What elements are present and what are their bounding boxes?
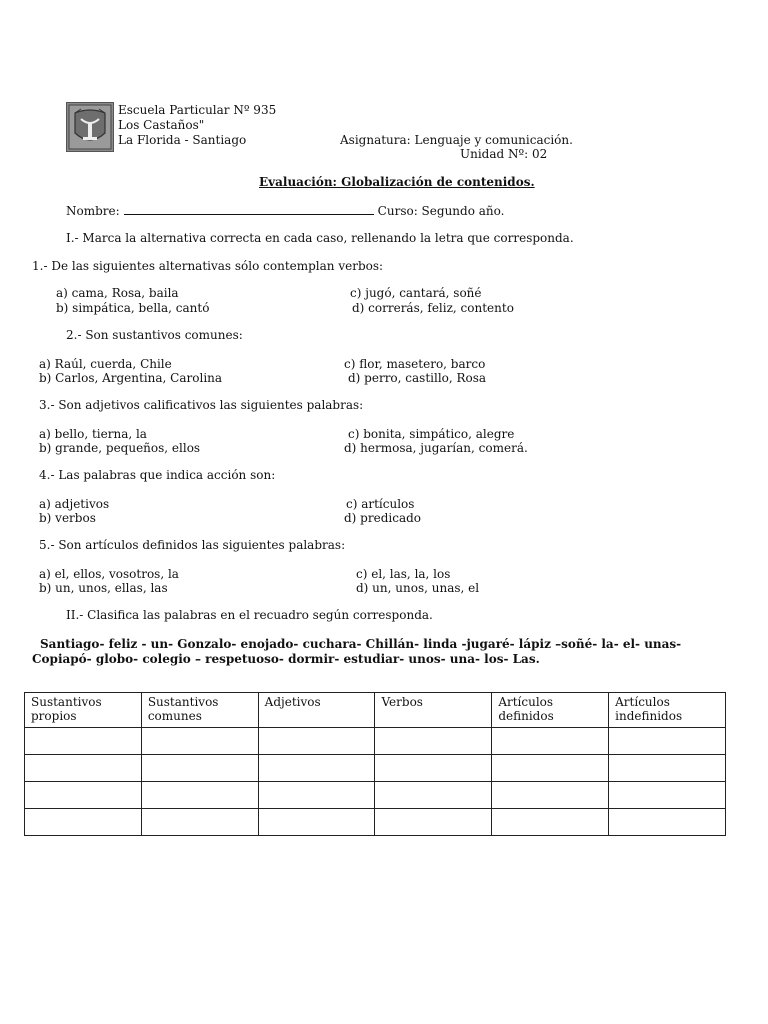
table-cell[interactable] (141, 728, 258, 755)
question-2-stem: 2.- Son sustantivos comunes: (66, 328, 243, 342)
column-header-indefinite-articles: Artículos indefinidos (609, 693, 726, 728)
question-5-stem: 5.- Son artículos definidos las siguientes palabras: (39, 538, 346, 552)
question-4-option-b[interactable]: b) verbos (39, 511, 96, 525)
table-cell[interactable] (492, 782, 609, 809)
question-2-option-c[interactable]: c) flor, masetero, barco (344, 357, 486, 371)
question-5-option-c[interactable]: c) el, las, la, los (356, 567, 451, 581)
school-location: La Florida - Santiago (118, 133, 247, 147)
table-cell[interactable] (375, 782, 492, 809)
name-row (66, 203, 504, 219)
section1-instruction: I.- Marca la alternativa correcta en cada caso, rellenando la letra que corresponda. (66, 231, 574, 245)
word-bank-line-1: Santiago- feliz - un- Gonzalo- enojado- cuchara- Chillán- linda -jugaré- lápiz –soñé- la- el- unas- (40, 637, 682, 651)
question-2-option-a[interactable]: a) Raúl, cuerda, Chile (39, 357, 172, 371)
table-cell[interactable] (375, 755, 492, 782)
question-2-option-b[interactable]: b) Carlos, Argentina, Carolina (39, 371, 223, 385)
table-cell[interactable] (141, 782, 258, 809)
school-crest-icon (66, 102, 114, 152)
table-cell[interactable] (258, 728, 375, 755)
name-label: Nombre: (66, 204, 120, 218)
table-cell[interactable] (258, 809, 375, 836)
column-header-verbs: Verbos (375, 693, 492, 728)
question-4-option-a[interactable]: a) adjetivos (39, 497, 110, 511)
question-1-option-d[interactable]: d) correrás, feliz, contento (352, 301, 514, 315)
column-header-definite-articles: Artículos definidos (492, 693, 609, 728)
table-row (25, 809, 726, 836)
table-cell[interactable] (375, 728, 492, 755)
table-header-row (25, 693, 726, 728)
table-row (25, 755, 726, 782)
page-title: Evaluación: Globalización de contenidos. (259, 175, 535, 189)
course-label: Curso: Segundo año. (377, 204, 505, 218)
question-4-option-d[interactable]: d) predicado (344, 511, 421, 525)
table-row (25, 728, 726, 755)
table-cell[interactable] (25, 728, 142, 755)
question-1-option-c[interactable]: c) jugó, cantará, soñé (350, 286, 482, 300)
question-5-option-d[interactable]: d) un, unos, unas, el (356, 581, 480, 595)
question-5-option-b[interactable]: b) un, unos, ellas, las (39, 581, 168, 595)
table-cell[interactable] (609, 782, 726, 809)
table-cell[interactable] (492, 755, 609, 782)
school-name: Escuela Particular Nº 935 (118, 103, 277, 117)
section2-instruction: II.- Clasifica las palabras en el recuadro según corresponda. (66, 608, 433, 622)
question-3-stem: 3.- Son adjetivos calificativos las siguientes palabras: (39, 398, 364, 412)
column-header-adjectives: Adjetivos (258, 693, 375, 728)
question-1-option-a[interactable]: a) cama, Rosa, baila (56, 286, 179, 300)
table-cell[interactable] (375, 809, 492, 836)
table-cell[interactable] (25, 755, 142, 782)
word-bank-line-2: Copiapó- globo- colegio – respetuoso- dormir- estudiar- unos- una- los- Las. (32, 652, 540, 666)
table-cell[interactable] (609, 755, 726, 782)
table-row (25, 782, 726, 809)
question-3-option-d[interactable]: d) hermosa, jugarían, comerá. (344, 441, 528, 455)
classification-table (24, 692, 726, 836)
question-2-option-d[interactable]: d) perro, castillo, Rosa (348, 371, 487, 385)
table-cell[interactable] (141, 809, 258, 836)
question-4-stem: 4.- Las palabras que indica acción son: (39, 468, 276, 482)
question-3-option-b[interactable]: b) grande, pequeños, ellos (39, 441, 201, 455)
subject-label: Asignatura: Lenguaje y comunicación. (340, 133, 573, 147)
table-cell[interactable] (609, 728, 726, 755)
table-cell[interactable] (609, 809, 726, 836)
question-3-option-c[interactable]: c) bonita, simpático, alegre (348, 427, 515, 441)
name-field[interactable] (124, 203, 374, 215)
question-1-stem: 1.- De las siguientes alternativas sólo contemplan verbos: (32, 259, 384, 273)
question-4-option-c[interactable]: c) artículos (346, 497, 415, 511)
school-subtitle: Los Castaños" (118, 118, 205, 132)
question-5-option-a[interactable]: a) el, ellos, vosotros, la (39, 567, 179, 581)
table-cell[interactable] (492, 728, 609, 755)
column-header-proper-nouns: Sustantivos propios (25, 693, 142, 728)
table-cell[interactable] (258, 782, 375, 809)
table-cell[interactable] (258, 755, 375, 782)
column-header-common-nouns: Sustantivos comunes (141, 693, 258, 728)
table-cell[interactable] (25, 782, 142, 809)
table-cell[interactable] (492, 809, 609, 836)
table-cell[interactable] (25, 809, 142, 836)
table-cell[interactable] (141, 755, 258, 782)
question-3-option-a[interactable]: a) bello, tierna, la (39, 427, 147, 441)
question-1-option-b[interactable]: b) simpática, bella, cantó (56, 301, 210, 315)
unit-label: Unidad Nº: 02 (460, 147, 548, 161)
